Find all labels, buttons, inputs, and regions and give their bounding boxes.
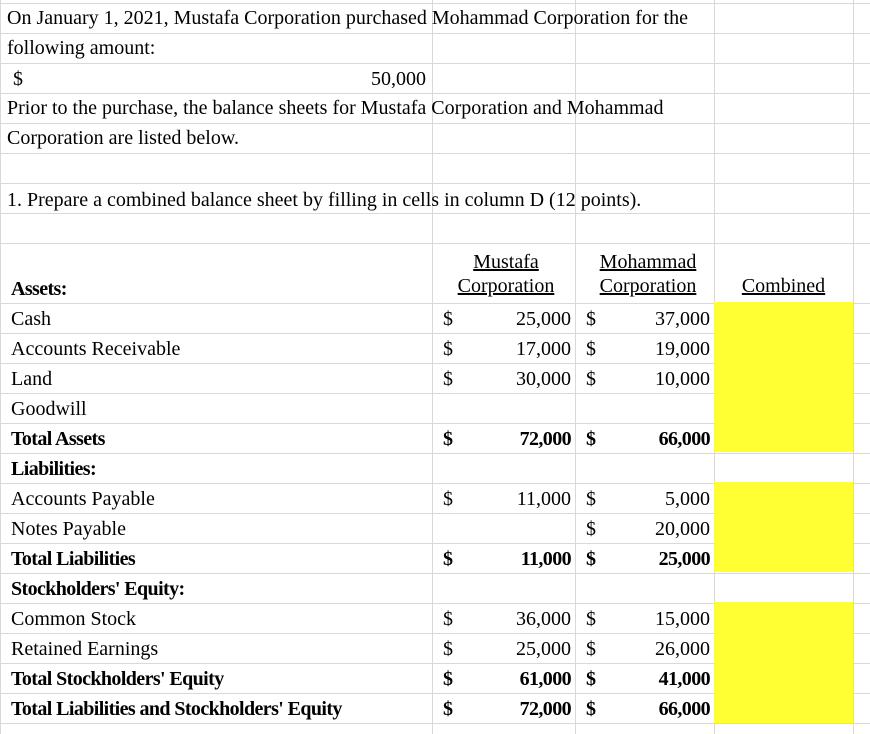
intro-line-2: following amount: bbox=[7, 37, 156, 59]
mustafa-value: 30,000 bbox=[516, 368, 571, 390]
row-label: Land bbox=[11, 368, 53, 390]
mustafa-value: 61,000 bbox=[519, 668, 571, 690]
grid-line bbox=[0, 183, 870, 184]
row-label: Total Stockholders' Equity bbox=[11, 668, 224, 690]
currency-sign: $ bbox=[586, 518, 596, 540]
combined-equity-cells[interactable] bbox=[714, 602, 853, 723]
grid-line bbox=[0, 573, 870, 574]
currency-sign: $ bbox=[586, 428, 596, 450]
row-label: Notes Payable bbox=[11, 518, 126, 540]
mohammad-value: 66,000 bbox=[658, 428, 710, 450]
currency-sign: $ bbox=[586, 368, 596, 390]
grid-line bbox=[0, 153, 870, 154]
row-label: Cash bbox=[11, 308, 51, 330]
currency-sign: $ bbox=[443, 668, 453, 690]
currency-sign: $ bbox=[586, 338, 596, 360]
currency-sign: $ bbox=[586, 638, 596, 660]
currency-sign: $ bbox=[586, 548, 596, 570]
grid-line bbox=[0, 243, 870, 244]
currency-sign: $ bbox=[443, 698, 453, 720]
currency-sign: $ bbox=[443, 308, 453, 330]
row-label: Total Assets bbox=[11, 428, 105, 450]
combined-liabilities-cells[interactable] bbox=[714, 482, 853, 572]
mohammad-value: 25,000 bbox=[658, 548, 710, 570]
header-mustafa bbox=[432, 250, 580, 298]
mustafa-value: 72,000 bbox=[519, 698, 571, 720]
header-mustafa-line-2: Corporation bbox=[457, 275, 555, 297]
grid-line bbox=[0, 0, 1, 734]
header-mohammad-line-1: Mohammad bbox=[599, 251, 697, 273]
currency-sign: $ bbox=[443, 548, 453, 570]
row-label: Retained Earnings bbox=[11, 638, 159, 660]
mustafa-value: 11,000 bbox=[520, 548, 571, 570]
mohammad-value: 10,000 bbox=[655, 368, 710, 390]
grid-line bbox=[853, 0, 854, 734]
mustafa-value: 17,000 bbox=[516, 338, 571, 360]
row-label: Liabilities: bbox=[11, 458, 97, 480]
currency-sign: $ bbox=[586, 488, 596, 510]
currency-sign: $ bbox=[443, 338, 453, 360]
mohammad-value: 37,000 bbox=[655, 308, 710, 330]
mohammad-value: 26,000 bbox=[655, 638, 710, 660]
header-mustafa-line-1: Mustafa bbox=[473, 251, 539, 273]
header-mohammad-line-2: Corporation bbox=[599, 275, 697, 297]
mustafa-value: 25,000 bbox=[516, 308, 571, 330]
row-label: Assets: bbox=[11, 278, 67, 300]
currency-sign: $ bbox=[586, 608, 596, 630]
currency-sign: $ bbox=[586, 308, 596, 330]
purchase-amount: 50,000 bbox=[371, 68, 426, 90]
mohammad-value: 41,000 bbox=[658, 668, 710, 690]
intro-line-1: On January 1, 2021, Mustafa Corporation purchased Mohammad Corporation for the bbox=[7, 7, 688, 29]
header-mohammad bbox=[578, 250, 718, 298]
intro-line-3: Prior to the purchase, the balance sheets for Mustafa Corporation and Mohammad bbox=[7, 97, 664, 119]
row-label: Stockholders' Equity: bbox=[11, 578, 185, 600]
row-label: Goodwill bbox=[11, 398, 87, 420]
mustafa-value: 36,000 bbox=[516, 608, 571, 630]
row-label: Total Liabilities bbox=[11, 548, 136, 570]
currency-sign: $ bbox=[443, 428, 453, 450]
instruction: 1. Prepare a combined balance sheet by filling in cells in column D (12 points). bbox=[7, 189, 642, 211]
row-label: Accounts Payable bbox=[11, 488, 155, 510]
intro-line-4: Corporation are listed below. bbox=[7, 127, 239, 149]
currency-sign: $ bbox=[443, 368, 453, 390]
row-label: Accounts Receivable bbox=[11, 338, 181, 360]
header-combined: Combined bbox=[741, 275, 826, 297]
currency-sign: $ bbox=[443, 638, 453, 660]
row-label: Common Stock bbox=[11, 608, 137, 630]
combined-assets-cells[interactable] bbox=[714, 302, 853, 452]
grid-line bbox=[0, 453, 870, 454]
mohammad-value: 66,000 bbox=[658, 698, 710, 720]
mohammad-value: 15,000 bbox=[655, 608, 710, 630]
grid-line bbox=[0, 63, 870, 64]
currency-sign: $ bbox=[586, 668, 596, 690]
mohammad-value: 19,000 bbox=[655, 338, 710, 360]
amount-currency: $ bbox=[13, 68, 23, 90]
mustafa-value: 72,000 bbox=[519, 428, 571, 450]
mohammad-value: 5,000 bbox=[665, 488, 710, 510]
currency-sign: $ bbox=[586, 698, 596, 720]
mustafa-value: 11,000 bbox=[516, 488, 571, 510]
currency-sign: $ bbox=[443, 608, 453, 630]
mohammad-value: 20,000 bbox=[655, 518, 710, 540]
row-label: Total Liabilities and Stockholders' Equity bbox=[11, 698, 342, 720]
currency-sign: $ bbox=[443, 488, 453, 510]
mustafa-value: 25,000 bbox=[516, 638, 571, 660]
grid-line bbox=[0, 723, 870, 724]
